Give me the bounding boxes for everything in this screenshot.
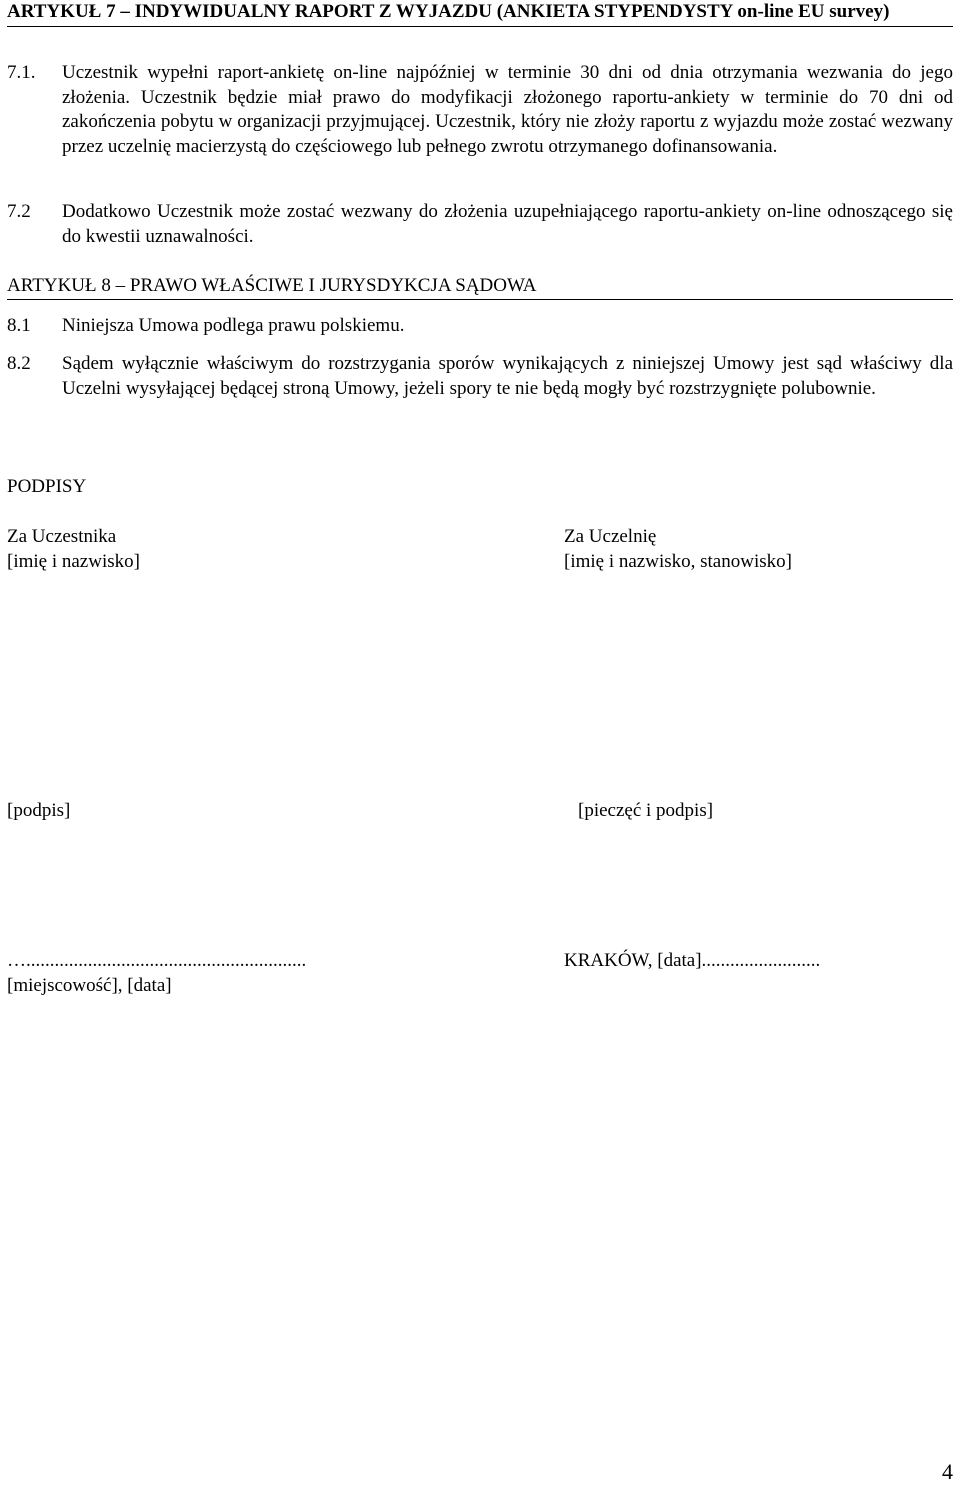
paragraph-number: 7.2 (7, 201, 31, 222)
participant-name-placeholder: [imię i nazwisko] (7, 551, 140, 572)
place-date-placeholder: [miejscowość], [data] (7, 975, 172, 996)
signatures-heading: PODPISY (7, 476, 87, 497)
paragraph-8-1 (7, 314, 953, 339)
paragraph-number: 7.1. (7, 62, 36, 83)
participant-party-label: Za Uczestnika (7, 526, 117, 547)
page-number: 4 (942, 1459, 953, 1484)
paragraph-text: Uczestnik wypełni raport-ankietę on-line najpóźniej w terminie 30 dni od dnia otrzymania wezwania do jego złożenia. Uczestnik będzie miał prawo do modyfikacji złożonego raportu-ankiety w terminie do 70 dni od zakończenia pobytu w organizacji przyjmującej. Uczestnik, który nie złoży raportu z wyjazdu może zostać wezwany przez uczelnię macierzystą do częściowego lub pełnego zwrotu otrzymanego dofinansowania. (62, 62, 953, 157)
paragraph-text: Sądem wyłącznie właściwym do rozstrzygania sporów wynikających z niniejszej Umowy jest sąd właściwy dla Uczelni wysyłającej będącej stroną Umowy, jeżeli spory te nie będą mogły być rozstrzygnięte polubownie. (62, 353, 953, 399)
place-date-dots: …........................................................... (7, 950, 307, 971)
university-name-placeholder: [imię i nazwisko, stanowisko] (564, 551, 792, 572)
paragraph-7-2 (7, 200, 953, 249)
university-party-label: Za Uczelnię (564, 526, 657, 547)
paragraph-text: Dodatkowo Uczestnik może zostać wezwany do złożenia uzupełniającego raportu-ankiety on-line odnoszącego się do kwestii uznawalności. (62, 201, 953, 247)
paragraph-text: Niniejsza Umowa podlega prawu polskiemu. (62, 315, 405, 336)
article-7-heading: ARTYKUŁ 7 – INDYWIDUALNY RAPORT Z WYJAZDU (ANKIETA STYPENDYSTY on-line EU survey) (7, 0, 953, 27)
participant-signature-placeholder: [podpis] (7, 800, 71, 821)
university-stamp-signature-placeholder: [pieczęć i podpis] (578, 800, 714, 821)
paragraph-number: 8.2 (7, 353, 31, 374)
paragraph-number: 8.1 (7, 315, 31, 336)
paragraph-7-1 (7, 61, 953, 159)
article-8-heading: ARTYKUŁ 8 – PRAWO WŁAŚCIWE I JURYSDYKCJA SĄDOWA (7, 274, 953, 300)
krakow-date-line: KRAKÓW, [data]......................... (564, 950, 821, 971)
paragraph-8-2 (7, 352, 953, 401)
